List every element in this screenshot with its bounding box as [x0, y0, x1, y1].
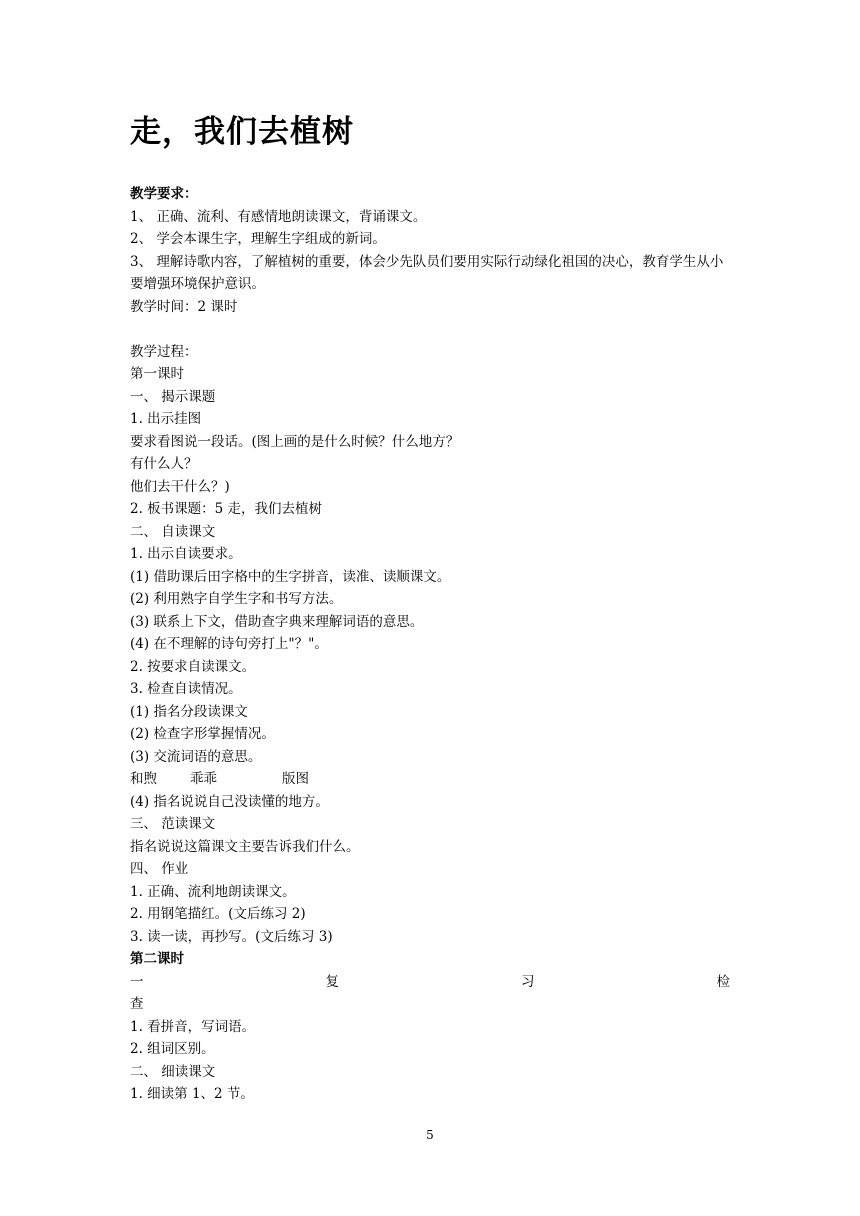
vocabulary-word: 和煦 — [130, 771, 157, 787]
lesson1-line: 指名说说这篇课文主要告诉我们什么。 — [130, 838, 360, 855]
lesson1-line: 2. 按要求自读课文。 — [130, 658, 256, 675]
blank-line — [130, 318, 730, 341]
lesson1-line: (4) 在不理解的诗句旁打上"？"。 — [130, 636, 328, 652]
review-char: 习 — [521, 973, 535, 990]
lesson1-line: 二、 自读课文 — [130, 523, 216, 540]
lesson1-line: (1) 指名分段读课文 — [130, 703, 248, 720]
review-heading-tail: 查 — [130, 996, 144, 1012]
lesson1-line: 他们去干什么？) — [130, 478, 230, 495]
lesson1-line: (3) 联系上下文，借助查字典来理解词语的意思。 — [130, 613, 424, 630]
lesson2-line: 2. 组词区别。 — [130, 1041, 215, 1057]
lesson1-line: (3) 交流词语的意思。 — [130, 748, 262, 765]
requirements-heading: 教学要求： — [130, 186, 198, 202]
lesson1-line: 1. 正确、流利地朗读课文。 — [130, 883, 296, 900]
vocabulary-words — [130, 768, 730, 791]
review-char: 检 — [716, 973, 730, 990]
lesson1-line: 2. 板书课题：5 走，我们去植树 — [130, 501, 323, 517]
review-heading — [130, 971, 730, 994]
lesson1-line: 1. 出示挂图 — [130, 411, 202, 427]
requirement-item: 3、 理解诗歌内容，了解植树的重要，体会少先队员们要用实际行动绿化祖国的决心，教育学生从小要增强环境保护意识。 — [130, 253, 724, 292]
requirement-item: 1、 正确、流利、有感情地朗读课文，背诵课文。 — [130, 208, 427, 225]
lesson1-line: 1. 出示自读要求。 — [130, 546, 242, 562]
vocabulary-word: 乖乖 — [190, 771, 217, 787]
vocabulary-word: 版图 — [282, 771, 309, 787]
document-body — [130, 183, 730, 1106]
page-number: 5 — [426, 1128, 434, 1142]
lesson2-title: 第二课时 — [130, 951, 184, 967]
lesson1-line: (2) 检查字形掌握情况。 — [130, 726, 275, 742]
page-title: 走，我们去植树 — [130, 114, 354, 150]
lesson1-line: (2) 利用熟字自学生字和书写方法。 — [130, 591, 343, 607]
review-char: 一 — [130, 973, 144, 990]
lesson2-line: 1. 看拼音，写词语。 — [130, 1018, 256, 1035]
lesson1-line: 2. 用钢笔描红。(文后练习 2) — [130, 906, 306, 922]
requirement-item: 2、 学会本课生字，理解生字组成的新词。 — [130, 231, 386, 247]
lesson1-line: 四、 作业 — [130, 861, 189, 877]
lesson1-line: 3. 读一读，再抄写。(文后练习 3) — [130, 928, 333, 945]
review-char: 复 — [325, 973, 339, 990]
lesson1-line: 3. 检查自读情况。 — [130, 681, 242, 697]
process-heading: 教学过程： — [130, 343, 198, 360]
lesson1-line: 要求看图说一段话。(图上画的是什么时候？什么地方？ — [130, 433, 460, 450]
lesson1-line: (4) 指名说说自己没读懂的地方。 — [130, 793, 329, 810]
lesson1-line: 一、 揭示课题 — [130, 388, 216, 405]
lesson1-line: 有什么人？ — [130, 456, 198, 472]
lesson1-line: (1) 借助课后田字格中的生字拼音，读准、读顺课文。 — [130, 568, 451, 585]
lesson1-line: 三、 范读课文 — [130, 816, 216, 832]
lesson1-title: 第一课时 — [130, 366, 184, 382]
lesson2-line: 1. 细读第 1、2 节。 — [130, 1086, 254, 1102]
teaching-time: 教学时间：2 课时 — [130, 298, 238, 315]
lesson2-line: 二、 细读课文 — [130, 1063, 216, 1080]
